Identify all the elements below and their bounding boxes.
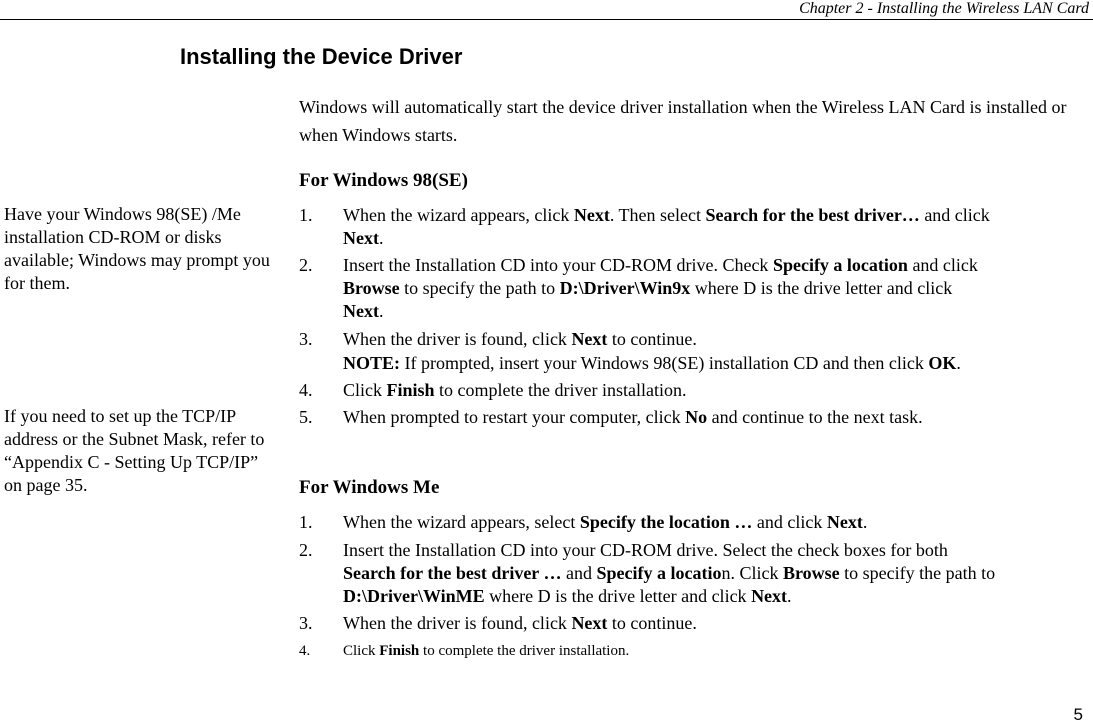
intro-paragraph: Windows will automatically start the device driver installation when the Wireless LAN Card is installed or when Windows starts. (299, 97, 1067, 145)
winme-step-1: When the wizard appears, select Specify the location … and click Next. (343, 512, 868, 532)
winme-heading: For Windows Me (299, 477, 440, 498)
winme-step-4: Click Finish to complete the driver installation. (343, 643, 630, 659)
page-number: 5 (1073, 705, 1083, 724)
win98-step-4: Click Finish to complete the driver installation. (343, 380, 687, 400)
winme-step-4-number: 4. (299, 643, 311, 659)
page-title: Installing the Device Driver (180, 44, 463, 69)
win98-step-2: Insert the Installation CD into your CD-ROM drive. Check Specify a location and click Browse to specify the path to D:\Driver\Win9x where D is the drive letter and click Next. (343, 255, 978, 321)
win98-step-1: When the wizard appears, click Next. Then select Search for the best driver… and click Next. (343, 205, 990, 248)
winme-step-3: When the driver is found, click Next to continue. (343, 613, 697, 633)
win98-step-5: When prompted to restart your computer, click No and continue to the next task. (343, 407, 923, 427)
winme-step-2: Insert the Installation CD into your CD-ROM drive. Select the check boxes for both Search for the best driver … and Specify a location. Click Browse to specify the path to D:\Driver\WinME where D is the drive letter and click Next. (343, 540, 996, 606)
sidebar-note-cdrom: Have your Windows 98(SE) /Me installation CD-ROM or disks available; Windows may prompt you for them. (4, 204, 270, 293)
header-rule (0, 19, 1093, 20)
win98-step-3: When the driver is found, click Next to continue. (343, 329, 697, 349)
winme-step-1-number: 1. (299, 512, 313, 532)
win98-heading: For Windows 98(SE) (299, 170, 468, 191)
win98-step-5-number: 5. (299, 407, 313, 427)
winme-step-3-number: 3. (299, 613, 313, 633)
running-header: Chapter 2 - Installing the Wireless LAN Card (799, 0, 1089, 17)
win98-note: NOTE: If prompted, insert your Windows 98(SE) installation CD and then click OK. (343, 353, 961, 373)
win98-step-2-number: 2. (299, 255, 313, 275)
winme-step-2-number: 2. (299, 540, 313, 560)
win98-step-1-number: 1. (299, 205, 313, 225)
sidebar-note-tcpip: If you need to set up the TCP/IP address or the Subnet Mask, refer to “Appendix C - Setting Up TCP/IP” on page 35. (4, 406, 265, 495)
win98-step-4-number: 4. (299, 380, 313, 400)
win98-step-3-number: 3. (299, 329, 313, 349)
